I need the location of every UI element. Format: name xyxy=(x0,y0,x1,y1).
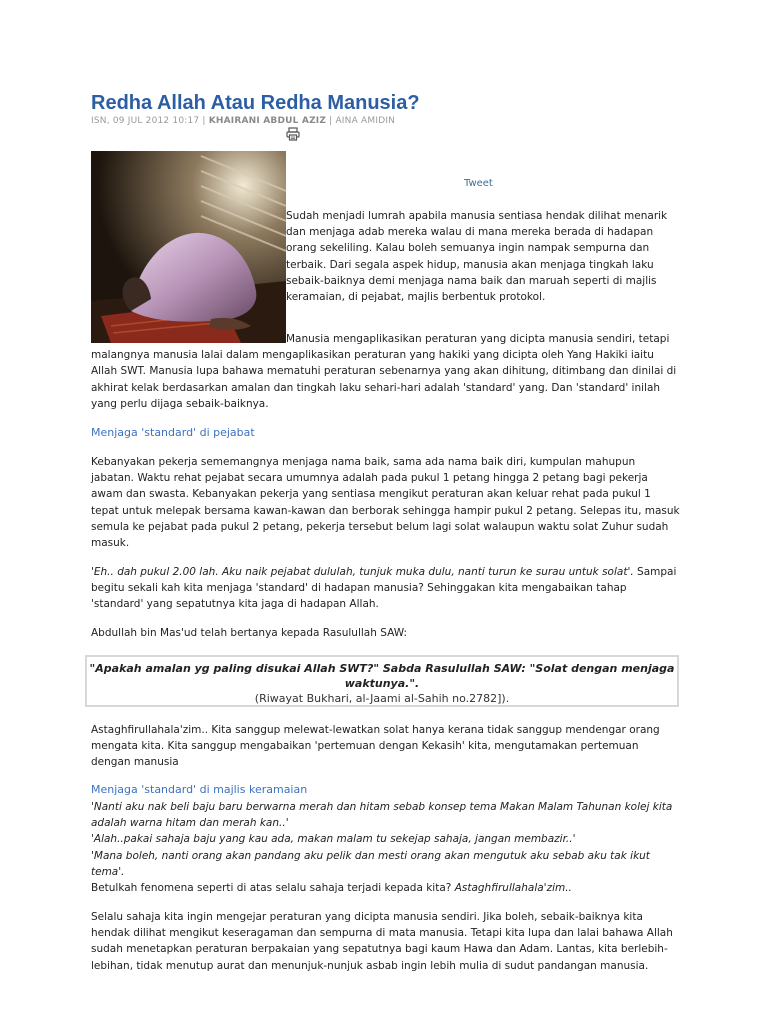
paragraph-conclusion xyxy=(91,909,681,974)
paragraph-text: Abdullah bin Mas'ud telah bertanya kepada Rasulullah SAW: xyxy=(91,627,407,639)
exclamation-text: Astaghfirullahala'zim.. xyxy=(454,882,572,895)
paragraph-text: Sudah menjadi lumrah apabila manusia sentiasa hendak dilihat menarik dan menjaga adab mereka walau di mana mereka berada di hadapan orang sekeliling. Kalau boleh semuanya ingin nampak sempurna dan terbaik. Dari segala aspek hidup, manusia akan menjaga tingkah laku sebaik-baiknya demi menjaga nama baik dan maruah seperti di majlis keramaian, di pejabat, majlis berbentuk protokol. xyxy=(286,210,668,304)
prayer-photo xyxy=(91,151,286,343)
paragraph-text xyxy=(91,880,681,896)
article-title[interactable]: Redha Allah Atau Redha Manusia? xyxy=(91,92,420,114)
hadith-quote-box xyxy=(85,655,679,707)
section-heading-event: Menjaga 'standard' di majlis keramaian xyxy=(91,783,308,796)
article-meta xyxy=(91,116,395,126)
dialogue-text: 'Eh.. dah pukul 2.00 lah. Aku naik pejabat dululah, tunjuk muka dulu, nanti turun ke surau untuk solat'. xyxy=(91,566,634,578)
paragraph-text: Selalu sahaja kita ingin mengejar peraturan yang dicipta manusia sendiri. Jika boleh, sebaik-baiknya kita hendak dilihat mengikut keseragaman dan sempurna di mata manusia. Tetapi kita lupa dan lalai bahawa Allah sudah menetapkan peraturan berpakaian yang sepatutnya bagi kaum Hawa dan Adam. Lantas, kita berlebih-lebihan, tidak menutup aurat dan menunjuk-nunjuk asbab ingin lebih mulia di sudut pandangan manusia. xyxy=(91,911,673,972)
paragraph-text: Kebanyakan pekerja sememangnya menjaga nama baik, sama ada nama baik diri, kumpulan mahupun jabatan. Waktu rehat pejabat secara umumnya adalah pada pukul 1 petang hingga 2 petang bagi pekerja awam dan swasta. Kebanyakan pekerja yang sentiasa mengikut peraturan akan keluar rehat pada pukul 1 tepat untuk melepak bersama kawan-kawan dan berborak sehingga hampir pukul 2 petang. Selepas itu, masuk semula ke pejabat pada pukul 2 petang, pekerja tersebut belum lagi solat walaupun waktu solat Zuhur sudah masuk. xyxy=(91,456,680,550)
hadith-quote: "Apakah amalan yg paling disukai Allah SWT?" Sabda Rasulullah SAW: "Solat dengan menjaga waktunya.". xyxy=(89,662,675,690)
meta-separator: | xyxy=(329,116,333,126)
paragraph-office xyxy=(91,454,681,551)
paragraph-hadith-intro xyxy=(91,625,681,641)
paragraph-astaghfirullah xyxy=(91,722,681,771)
paragraph-intro xyxy=(286,208,676,305)
paragraph-text: Astaghfirullahala'zim.. Kita sanggup melewat-lewatkan solat hanya kerana tidak sanggup mendengar orang mengata kita. Kita sanggup mengabaikan 'pertemuan dengan Kekasih' kita, mengutamakan pertemuan dengan manusia xyxy=(91,724,660,769)
dialogue-line: 'Nanti aku nak beli baju baru berwarna merah dan hitam sebab konsep tema Makan Malam Tahunan kolej kita adalah warna hitam dan merah kan..' xyxy=(91,801,673,830)
printer-icon[interactable] xyxy=(286,127,300,141)
section-heading-office: Menjaga 'standard' di pejabat xyxy=(91,426,255,439)
meta-author[interactable]: KHAIRANI ABDUL AZIZ xyxy=(208,116,327,126)
question-text: Betulkah fenomena seperti di atas selalu sahaja terjadi kepada kita? xyxy=(91,882,455,895)
meta-contributor: AINA AMIDIN xyxy=(335,116,396,126)
tweet-button[interactable]: Tweet xyxy=(464,178,493,189)
dialogue-line: 'Alah..pakai sahaja baju yang kau ada, makan malam tu sekejap sahaja, jangan membazir..' xyxy=(91,833,576,846)
dialogue-line: 'Mana boleh, nanti orang akan pandang aku pelik dan mesti orang akan mengutuk aku sebab aku tak ikut tema'. xyxy=(91,849,650,878)
paragraph-text xyxy=(91,564,681,613)
hadith-source: (Riwayat Bukhari, al-Jaami al-Sahih no.2782]). xyxy=(254,692,510,705)
paragraph-dialogue xyxy=(91,564,681,613)
paragraph-text: Manusia mengaplikasikan peraturan yang dicipta manusia sendiri, tetapi malangnya manusia lalai dalam mengaplikasikan peraturan yang hakiki yang dicipta oleh Yang Hakiki iaitu Allah SWT. Manusia lupa bahawa mematuhi peraturan sebenarnya yang akan dihitung, ditimbang dan dinilai di akhirat kelak berdasarkan amalan dan tingkah laku sehari-hari adalah 'standard' yang. Dan 'standard' inilah yang perlu dijaga sebaik-baiknya. xyxy=(91,333,677,410)
paragraph-rules xyxy=(91,331,681,412)
paragraph-event-dialogue xyxy=(91,799,681,896)
paragraph-text: Sampai begitu sekali kah kita menjaga 'standard' di hadapan manusia? Sehinggakan kita mengabaikan tahap 'standard' yang sepatutnya kita jaga di hadapan Allah. xyxy=(91,566,677,611)
meta-date: ISN, 09 JUL 2012 10:17 xyxy=(91,116,200,126)
meta-separator: | xyxy=(202,116,206,126)
